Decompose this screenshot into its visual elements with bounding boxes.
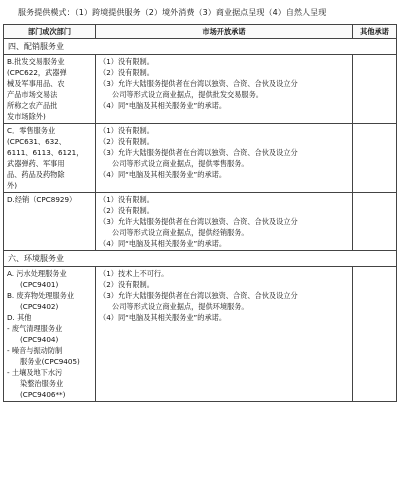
commitment-cell: [96, 193, 353, 251]
sector-line: - 噪音与振动防制: [7, 346, 63, 355]
commitment-line: （2）没有限制。: [99, 137, 154, 146]
commitment-cell: [96, 55, 353, 124]
sector-line: B. 废弃物处理服务业: [7, 291, 75, 300]
table-row: [4, 55, 397, 124]
commitment-line: （4）同“电脑及其相关服务业”的承诺。: [99, 170, 227, 179]
column-header-other: 其他承诺: [353, 25, 397, 39]
section-row: [4, 251, 397, 267]
sector-line: 品、药品及药物除: [7, 170, 65, 179]
sector-cell: [4, 55, 96, 124]
table-row: [4, 193, 397, 251]
sector-line: 武器弹药、军事用: [7, 159, 65, 168]
commitment-line: （3）允许大陆服务提供者在台湾以独资、合资、合伙及设立分: [99, 217, 298, 226]
commitment-cell: [96, 124, 353, 193]
sector-cell: [4, 124, 96, 193]
commitment-line: 公司等形式设立商业据点，提供经销服务。: [112, 228, 249, 237]
sector-line: (CPC631、632、: [7, 137, 66, 146]
sector-line: - 废气清理服务业: [7, 324, 63, 333]
sector-line: (CPC9402): [20, 302, 59, 311]
other-cell: [353, 267, 397, 402]
sector-line: - 土壤及地下水污: [7, 368, 63, 377]
commitment-cell: [96, 267, 353, 402]
sector-line: (CPC9401): [20, 280, 59, 289]
section-row: [4, 39, 397, 55]
sector-cell: [4, 267, 96, 402]
commitment-line: 公司等形式设立商业据点，提供环境服务。: [112, 302, 249, 311]
sector-line: 所称之农产品批: [7, 101, 58, 110]
commitment-line: （1）没有限制。: [99, 195, 154, 204]
commitment-line: 公司等形式设立商业据点，提供批发交易服务。: [112, 90, 263, 99]
commitment-line: （1）没有限制。: [99, 126, 154, 135]
sector-line: D. 其他: [7, 313, 32, 322]
sector-line: 械及军事用品、农: [7, 79, 65, 88]
other-cell: [353, 55, 397, 124]
commitment-line: （4）同“电脑及其相关服务业”的承诺。: [99, 101, 227, 110]
sector-line: B.批发交易服务业: [7, 57, 65, 66]
section-title: 四、配销服务业: [4, 39, 397, 55]
commitment-line: （2）没有限制。: [99, 68, 154, 77]
sector-line: A. 污水处理服务业: [7, 269, 67, 278]
sector-line: 服务业(CPC9405): [20, 357, 80, 366]
sector-line: 外): [7, 181, 17, 190]
sector-line: 产品市场交易法: [7, 90, 58, 99]
commitment-line: （3）允许大陆服务提供者在台湾以独资、合资、合伙及设立分: [99, 291, 298, 300]
other-cell: [353, 193, 397, 251]
sector-line: (CPC9406**): [20, 390, 66, 399]
sector-line: C．零售服务业: [7, 126, 56, 135]
sector-cell: [4, 193, 96, 251]
table-header-row: [4, 25, 397, 39]
commitment-line: （2）没有限制。: [99, 280, 154, 289]
column-header-commitments: 市场开放承诺: [96, 25, 353, 39]
sector-line: 染整治服务业: [20, 379, 64, 388]
commitment-line: （4）同“电脑及其相关服务业”的承诺。: [99, 313, 227, 322]
commitment-line: （1）技术上不可行。: [99, 269, 169, 278]
supply-modes-header: 服务提供模式：（1）跨境提供服务（2）境外消费（3）商业据点呈现（4）自然人呈现: [18, 8, 327, 17]
commitment-line: （3）允许大陆服务提供者在台湾以独资、合资、合伙及设立分: [99, 79, 298, 88]
commitment-line: （3）允许大陆服务提供者在台湾以独资、合资、合伙及设立分: [99, 148, 298, 157]
commitment-line: （2）没有限制。: [99, 206, 154, 215]
sector-line: (CPC622，武器弹: [7, 68, 67, 77]
commitment-line: 公司等形式设立商业据点，提供零售服务。: [112, 159, 249, 168]
commitment-line: （4）同“电脑及其相关服务业”的承诺。: [99, 239, 227, 248]
sector-line: (CPC9404): [20, 335, 59, 344]
other-cell: [353, 124, 397, 193]
sector-line: 发市场除外): [7, 112, 46, 121]
commitment-line: （1）没有限制。: [99, 57, 154, 66]
column-header-sector: 部门或次部门: [4, 25, 96, 39]
commitments-table: [3, 24, 397, 402]
sector-line: D.经销（CPC8929）: [7, 195, 77, 204]
table-row: [4, 124, 397, 193]
section-title: 六、环境服务业: [4, 251, 397, 267]
table-row: [4, 267, 397, 402]
sector-line: 6111、6113、6121，: [7, 148, 84, 157]
